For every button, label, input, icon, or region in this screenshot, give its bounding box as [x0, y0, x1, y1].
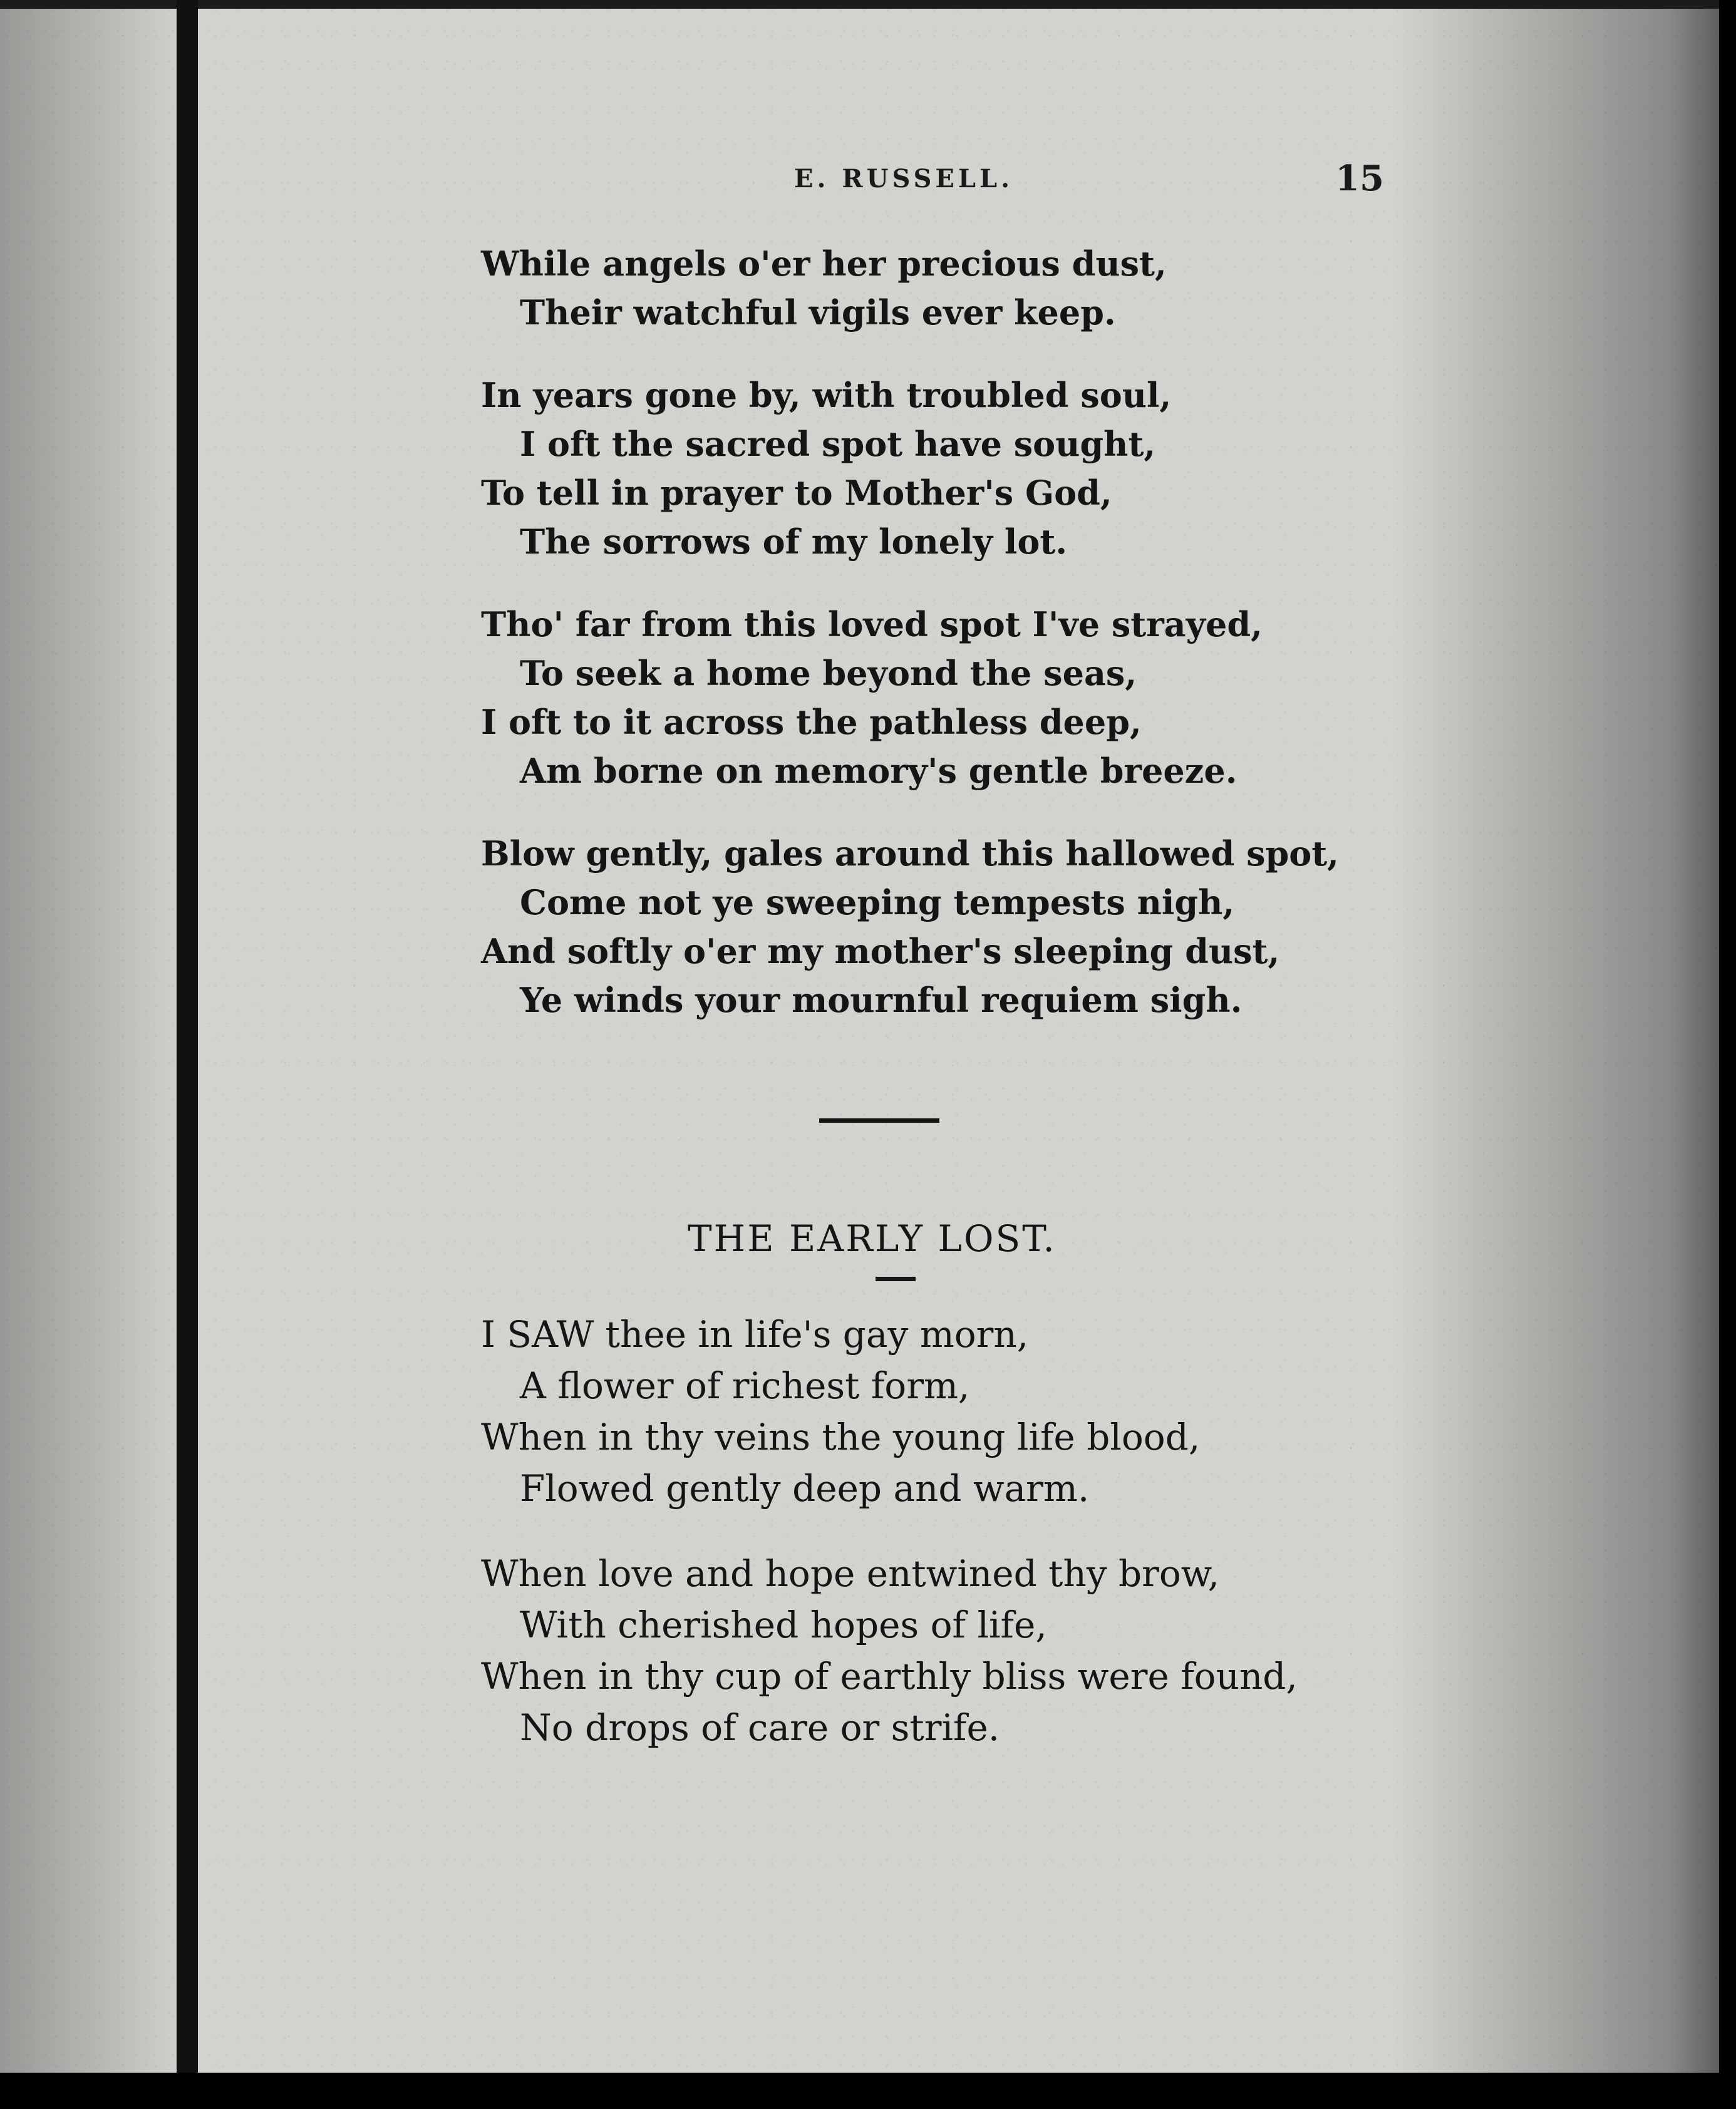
poem-line: While angels o'er her precious dust,	[481, 244, 1167, 284]
poem-line: To tell in prayer to Mother's God,	[481, 473, 1112, 513]
page-number: 15	[1335, 158, 1384, 199]
poem-title: THE EARLY LOST.	[688, 1217, 1057, 1260]
poem-line: And softly o'er my mother's sleeping dust,	[481, 931, 1280, 971]
section-divider	[819, 1118, 939, 1123]
poem-line: Blow gently, gales around this hallowed spot,	[481, 833, 1339, 874]
poem-line: When in thy cup of earthly bliss were found,	[481, 1655, 1298, 1698]
poem-line: I oft the sacred spot have sought,	[520, 424, 1156, 464]
poem-line: To seek a home beyond the seas,	[520, 653, 1137, 693]
stanza	[481, 600, 1546, 795]
poem-line: A flower of richest form,	[520, 1364, 970, 1407]
poem-line: The sorrows of my lonely lot.	[520, 522, 1068, 562]
poem-line: When in thy veins the young life blood,	[481, 1416, 1201, 1458]
poem-line: With cherished hopes of life,	[520, 1604, 1047, 1646]
poem-line: I SAW thee in life's gay morn,	[481, 1313, 1029, 1356]
stanza	[481, 829, 1546, 1024]
stanza	[481, 1309, 1546, 1514]
poem-line: Tho' far from this loved spot I've strayed,	[481, 604, 1263, 644]
scan-border-right	[1719, 0, 1736, 2109]
poem-line: I oft to it across the pathless deep,	[481, 702, 1142, 742]
page-header	[0, 158, 1719, 214]
poem-line: No drops of care or strife.	[520, 1706, 1000, 1749]
poem-line: When love and hope entwined thy brow,	[481, 1552, 1220, 1595]
scan-border-bottom	[0, 2073, 1736, 2109]
stanza	[481, 1548, 1546, 1753]
poem-line: Ye winds your mournful requiem sigh.	[520, 980, 1243, 1020]
poem-continued	[481, 239, 1546, 1024]
poem-line: In years gone by, with troubled soul,	[481, 375, 1172, 415]
running-head: E. RUSSELL.	[794, 164, 1014, 193]
page-top-edge	[0, 0, 1719, 9]
stanza	[481, 239, 1546, 337]
binding-gutter	[177, 0, 198, 2109]
poem-line: Flowed gently deep and warm.	[520, 1467, 1090, 1510]
poem-early-lost	[481, 1309, 1546, 1753]
page-shadow-left	[0, 0, 188, 2073]
poem-line: Am borne on memory's gentle breeze.	[520, 751, 1237, 791]
stanza	[481, 371, 1546, 566]
page-text	[481, 239, 1546, 1787]
poem-line: Their watchful vigils ever keep.	[520, 292, 1116, 333]
poem-line: Come not ye sweeping tempests nigh,	[520, 882, 1235, 922]
title-rule	[876, 1277, 916, 1281]
